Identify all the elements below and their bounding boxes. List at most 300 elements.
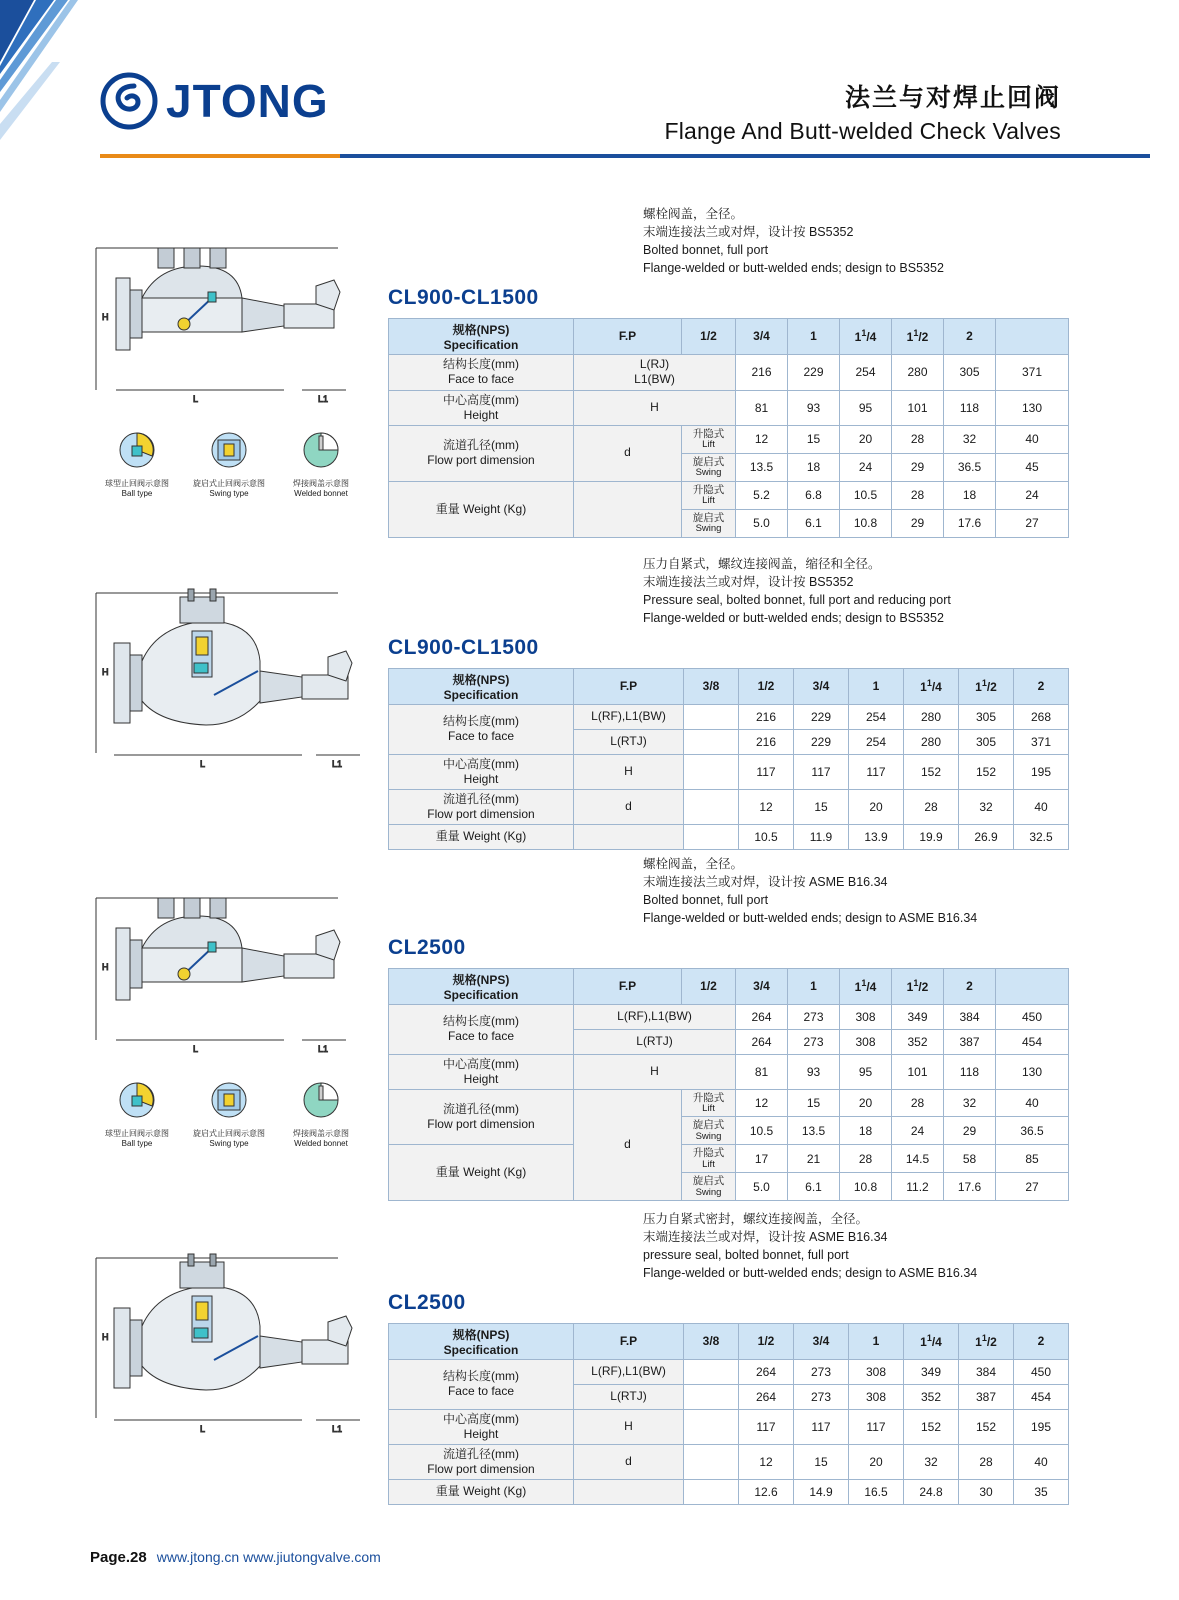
cell-value: 387 [944,1029,996,1054]
cell-value: 17.6 [944,1173,996,1201]
subrow-label-lift: 升隐式 Lift [682,1145,736,1173]
table-row [389,824,1069,849]
row-fp: L(RTJ) [574,1384,684,1409]
header-size-2: 3/4 [736,318,788,354]
cell-value: 85 [996,1145,1069,1173]
brand-name: JTONG [166,75,329,127]
cell-value: 17 [736,1145,788,1173]
row-fp: L(RTJ) [574,729,684,754]
cell-value: 101 [892,390,944,425]
cell-value: 27 [996,1173,1069,1201]
svg-text:L1: L1 [318,394,329,404]
page-title-en: Flange And Butt-welded Check Valves [664,118,1061,144]
desc-line: 螺栓阀盖，全径。 [643,857,744,871]
legend-item [190,430,268,498]
cell-value: 273 [794,1384,849,1409]
cell-value: 117 [739,1409,794,1444]
svg-text:L1: L1 [318,1044,329,1054]
header-blank [996,968,1069,1004]
svg-text:L1: L1 [332,759,343,769]
cell-value: 93 [788,1054,840,1089]
legend-label-en: Swing type [209,1138,249,1148]
cell-value: 16.5 [849,1479,904,1504]
cell-value: 15 [794,1444,849,1479]
cell-value: 117 [794,1409,849,1444]
cell-value: 18 [788,453,840,481]
section-title: CL900-CL1500 [388,635,539,659]
cell-value: 118 [944,390,996,425]
legend-cl900-bolted [98,430,360,498]
cell-value: 305 [944,354,996,390]
table-header-row [389,1323,1069,1359]
legend-item [282,430,360,498]
header-size-6: 2 [944,968,996,1004]
row-fp: L(RF),L1(BW) [574,704,684,729]
legend-label-en: Ball type [121,1138,153,1148]
cell-value: 450 [996,1004,1069,1029]
row-fp: d [574,425,682,481]
row-label-face-to-face: 结构长度(mm) Face to face [389,1004,574,1054]
header-rule-orange [100,154,340,158]
cell-value: 195 [1014,1409,1069,1444]
subrow-label-swing: 旋启式 Swing [682,1173,736,1201]
table-row [389,1479,1069,1504]
row-label-height: 中心高度(mm) Height [389,390,574,425]
section-title: CL2500 [388,935,466,959]
row-label-flow-port: 流道孔径(mm) Flow port dimension [389,1089,574,1145]
subrow-label-lift: 升隐式 Lift [682,425,736,453]
header-size-3: 3/4 [794,668,849,704]
cell-value: 28 [892,481,944,509]
cell-blank [684,754,739,789]
cell-value: 93 [788,390,840,425]
cell-value: 20 [849,1444,904,1479]
cell-value: 216 [739,729,794,754]
legend-label-cn: 旋启式止回阀示意图 [193,479,265,488]
svg-text:L: L [200,1424,206,1434]
cell-value: 40 [996,425,1069,453]
brand-logo [100,72,329,130]
header-size-4: $1^1/4$ [840,318,892,354]
jtong-circle-logo-icon [100,72,158,130]
cell-blank [684,1409,739,1444]
row-fp: H [574,754,684,789]
cell-value: 254 [849,729,904,754]
desc-line: Bolted bonnet, full port [643,243,769,258]
cell-value: 280 [892,354,944,390]
section-description [643,1210,1088,1283]
cell-value: 10.5 [739,824,794,849]
cell-value: 13.5 [788,1117,840,1145]
header-size-2: 1/2 [739,668,794,704]
desc-line: Flange-welded or butt-welded ends; design to BS5352 [643,611,944,626]
cell-value: 12.6 [739,1479,794,1504]
header-fp: F.P [574,668,684,704]
header-fp: F.P [574,1323,684,1359]
cell-value: 12 [739,789,794,824]
section-title: CL900-CL1500 [388,285,539,309]
cell-value: 229 [794,704,849,729]
row-fp: d [574,1089,682,1201]
legend-cl2500-bolted [98,1080,360,1148]
header-size-3: 1 [788,318,840,354]
cell-value: 20 [840,1089,892,1117]
header-size-3: 3/4 [794,1323,849,1359]
subrow-label-lift: 升隐式 Lift [682,1089,736,1117]
cell-value: 308 [849,1384,904,1409]
table-header-row [389,968,1069,1004]
row-fp: L(RTJ) [574,1029,736,1054]
section-cl900-cl1500-pressure-seal [388,555,1088,850]
cell-value: 118 [944,1054,996,1089]
desc-line: 末端连接法兰或对焊，设计按 BS5352 [643,575,854,590]
legend-label-cn: 焊接阀盖示意图 [293,1129,349,1138]
legend-label-en: Swing type [209,488,249,498]
cell-value: 229 [794,729,849,754]
cell-value: 26.9 [959,824,1014,849]
cell-value: 308 [849,1359,904,1384]
desc-line: 压力自紧式，螺纹连接阀盖，缩径和全径。 [643,557,881,571]
cell-value: 28 [959,1444,1014,1479]
page-title [664,78,1061,145]
table-row [389,1359,1069,1384]
cell-value: 40 [996,1089,1069,1117]
valve-drawing-cl2500-pressure-seal [88,1250,378,1455]
svg-text:H: H [102,1332,109,1342]
cell-value: 305 [959,704,1014,729]
cell-value: 264 [739,1384,794,1409]
cell-value: 280 [904,704,959,729]
spec-table-cl900-pressure-seal [388,668,1069,850]
page-footer [90,1549,381,1566]
page-title-cn: 法兰与对焊止回阀 [844,84,1061,112]
cell-value: 280 [904,729,959,754]
cell-value: 35 [1014,1479,1069,1504]
row-label-weight: 重量 Weight (Kg) [389,824,574,849]
row-fp: L(RJ) L1(BW) [574,354,736,390]
header-spec-cn: 规格(NPS) [452,672,510,687]
cell-value: 273 [788,1029,840,1054]
row-label-height: 中心高度(mm) Height [389,1054,574,1089]
cell-value: 10.8 [840,509,892,537]
svg-text:H: H [102,962,109,972]
cell-value: 254 [840,354,892,390]
row-label-flow-port: 流道孔径(mm) Flow port dimension [389,1444,574,1479]
cell-value: 216 [736,354,788,390]
cell-value: 117 [739,754,794,789]
desc-line: pressure seal, bolted bonnet, full port [643,1248,849,1263]
header-specification [389,1323,574,1359]
section-title: CL2500 [388,1290,466,1314]
header-decor-stripes [0,0,90,172]
legend-label-cn: 球型止回阀示意图 [105,1129,169,1138]
header-size-3: 1 [788,968,840,1004]
svg-text:L1: L1 [332,1424,343,1434]
header-size-6: $1^1/2$ [959,668,1014,704]
row-fp: d [574,789,684,824]
table-row [389,1089,1069,1117]
cell-value: 195 [1014,754,1069,789]
cell-blank [684,824,739,849]
cell-value: 28 [904,789,959,824]
cell-value: 264 [736,1029,788,1054]
header-specification [389,968,574,1004]
header-fp: F.P [574,318,682,354]
cell-value: 264 [739,1359,794,1384]
table-row [389,754,1069,789]
cell-value: 12 [736,425,788,453]
header-size-4: 1 [849,668,904,704]
header-size-5: $1^1/2$ [892,968,944,1004]
table-row [389,1145,1069,1173]
table-row [389,354,1069,390]
table-row [389,1444,1069,1479]
cell-value: 28 [840,1145,892,1173]
spec-table-cl2500-bolted [388,968,1069,1202]
header-spec-cn: 规格(NPS) [452,1327,510,1342]
row-label-flow-port: 流道孔径(mm) Flow port dimension [389,425,574,481]
cell-value: 130 [996,1054,1069,1089]
cell-value: 32 [904,1444,959,1479]
cell-value: 32 [959,789,1014,824]
header-size-2: 1/2 [739,1323,794,1359]
cell-value: 12 [739,1444,794,1479]
header-spec-en: Specification [443,687,519,702]
row-label-flow-port: 流道孔径(mm) Flow port dimension [389,789,574,824]
row-fp [574,481,682,537]
legend-label-cn: 球型止回阀示意图 [105,479,169,488]
cell-value: 29 [892,453,944,481]
cell-value: 21 [788,1145,840,1173]
cell-value: 15 [788,425,840,453]
cell-value: 14.9 [794,1479,849,1504]
desc-line: Flange-welded or butt-welded ends; design to BS5352 [643,261,944,276]
cell-value: 273 [788,1004,840,1029]
header-size-5: $1^1/4$ [904,668,959,704]
cell-value: 14.5 [892,1145,944,1173]
cell-value: 95 [840,1054,892,1089]
subrow-label-swing: 旋启式 Swing [682,453,736,481]
cell-value: 20 [849,789,904,824]
cell-value: 152 [904,1409,959,1444]
cell-value: 5.0 [736,509,788,537]
subrow-label-swing: 旋启式 Swing [682,509,736,537]
legend-label-cn: 旋启式止回阀示意图 [193,1129,265,1138]
cell-value: 384 [944,1004,996,1029]
cell-value: 20 [840,425,892,453]
cell-value: 36.5 [996,1117,1069,1145]
cell-value: 5.0 [736,1173,788,1201]
legend-label-cn: 焊接阀盖示意图 [293,479,349,488]
page-header [0,0,1179,172]
cell-value: 95 [840,390,892,425]
cell-value: 45 [996,453,1069,481]
header-size-7: 2 [1014,1323,1069,1359]
cell-value: 12 [736,1089,788,1117]
cell-value: 11.9 [794,824,849,849]
header-fp: F.P [574,968,682,1004]
spec-table-cl900-bolted [388,318,1069,538]
cell-blank [684,704,739,729]
cell-value: 24.8 [904,1479,959,1504]
svg-text:L: L [200,759,206,769]
cell-value: 152 [959,754,1014,789]
legend-item [282,1080,360,1148]
desc-line: Pressure seal, bolted bonnet, full port and reducing port [643,593,951,608]
cell-value: 6.8 [788,481,840,509]
header-size-5: $1^1/2$ [892,318,944,354]
section-description [643,555,1088,628]
row-label-height: 中心高度(mm) Height [389,1409,574,1444]
table-row [389,789,1069,824]
cell-value: 18 [840,1117,892,1145]
row-label-face-to-face: 结构长度(mm) Face to face [389,1359,574,1409]
cell-value: 58 [944,1145,996,1173]
cell-value: 32.5 [1014,824,1069,849]
section-cl2500-bolted [388,855,1088,1201]
section-description [643,205,1088,278]
footer-links[interactable]: www.jtong.cn www.jiutongvalve.com [156,1549,381,1565]
row-label-height: 中心高度(mm) Height [389,754,574,789]
cell-blank [684,1479,739,1504]
subrow-label-swing: 旋启式 Swing [682,1117,736,1145]
header-size-1: 3/8 [684,1323,739,1359]
cell-blank [684,1444,739,1479]
header-spec-cn: 规格(NPS) [452,322,510,337]
page-number: Page.28 [90,1549,147,1566]
row-label-weight: 重量 Weight (Kg) [389,481,574,537]
desc-line: Bolted bonnet, full port [643,893,769,908]
header-size-6: 2 [944,318,996,354]
svg-text:L: L [193,394,199,404]
cell-blank [684,789,739,824]
cell-value: 130 [996,390,1069,425]
cell-value: 24 [996,481,1069,509]
cell-value: 19.9 [904,824,959,849]
legend-item [98,1080,176,1148]
cell-value: 6.1 [788,509,840,537]
cell-value: 371 [1014,729,1069,754]
section-description [643,855,1088,928]
cell-value: 6.1 [788,1173,840,1201]
header-spec-en: Specification [443,1342,519,1357]
cell-value: 117 [794,754,849,789]
cell-value: 10.8 [840,1173,892,1201]
svg-text:H: H [102,667,109,677]
cell-value: 81 [736,1054,788,1089]
cell-value: 308 [840,1029,892,1054]
cell-value: 10.5 [736,1117,788,1145]
cell-value: 36.5 [944,453,996,481]
table-row [389,1409,1069,1444]
table-row [389,1004,1069,1029]
cell-value: 29 [944,1117,996,1145]
valve-drawing-cl900-bolted [88,240,368,425]
row-fp [574,1479,684,1504]
desc-line: 末端连接法兰或对焊，设计按 ASME B16.34 [643,875,888,890]
cell-value: 371 [996,354,1069,390]
cell-value: 254 [849,704,904,729]
row-fp: L(RF),L1(BW) [574,1004,736,1029]
cell-value: 152 [904,754,959,789]
svg-text:L: L [193,1044,199,1054]
row-label-face-to-face: 结构长度(mm) Face to face [389,704,574,754]
cell-value: 13.5 [736,453,788,481]
header-specification [389,318,574,354]
cell-blank [684,1359,739,1384]
cell-value: 40 [1014,1444,1069,1479]
table-row [389,1054,1069,1089]
header-size-5: $1^1/4$ [904,1323,959,1359]
header-spec-en: Specification [443,337,519,352]
cell-value: 352 [892,1029,944,1054]
svg-text:H: H [102,312,109,322]
cell-value: 15 [794,789,849,824]
cell-value: 216 [739,704,794,729]
row-label-face-to-face: 结构长度(mm) Face to face [389,354,574,390]
header-size-7: 2 [1014,668,1069,704]
legend-item [190,1080,268,1148]
section-cl2500-pressure-seal [388,1210,1088,1505]
desc-line: 压力自紧式密封，螺纹连接阀盖，全径。 [643,1212,869,1226]
row-label-weight: 重量 Weight (Kg) [389,1145,574,1201]
cell-blank [684,1384,739,1409]
desc-line: 螺栓阀盖，全径。 [643,207,744,221]
cell-value: 117 [849,1409,904,1444]
desc-line: Flange-welded or butt-welded ends; design to ASME B16.34 [643,1266,978,1281]
cell-value: 32 [944,1089,996,1117]
row-label-weight: 重量 Weight (Kg) [389,1479,574,1504]
header-blank [996,318,1069,354]
cell-value: 24 [892,1117,944,1145]
table-row [389,390,1069,425]
cell-value: 29 [892,509,944,537]
cell-value: 24 [840,453,892,481]
row-fp: H [574,1054,736,1089]
row-fp: H [574,1409,684,1444]
cell-value: 268 [1014,704,1069,729]
subrow-label-lift: 升隐式 Lift [682,481,736,509]
spec-table-cl2500-pressure-seal [388,1323,1069,1505]
cell-value: 264 [736,1004,788,1029]
cell-value: 454 [1014,1384,1069,1409]
header-size-2: 3/4 [736,968,788,1004]
cell-value: 5.2 [736,481,788,509]
table-row [389,481,1069,509]
cell-value: 32 [944,425,996,453]
cell-value: 152 [959,1409,1014,1444]
table-header-row [389,318,1069,354]
valve-drawing-cl2500-bolted [88,890,368,1075]
header-size-4: $1^1/4$ [840,968,892,1004]
cell-value: 15 [788,1089,840,1117]
cell-value: 28 [892,425,944,453]
cell-value: 28 [892,1089,944,1117]
desc-line: 末端连接法兰或对焊，设计按 ASME B16.34 [643,1230,888,1245]
legend-item [98,430,176,498]
valve-drawing-cl900-pressure-seal [88,585,378,790]
header-size-4: 1 [849,1323,904,1359]
cell-value: 18 [944,481,996,509]
table-header-row [389,668,1069,704]
table-row [389,704,1069,729]
cell-value: 308 [840,1004,892,1029]
row-fp [574,824,684,849]
table-row [389,425,1069,453]
cell-value: 352 [904,1384,959,1409]
header-size-1: 1/2 [682,318,736,354]
cell-value: 454 [996,1029,1069,1054]
